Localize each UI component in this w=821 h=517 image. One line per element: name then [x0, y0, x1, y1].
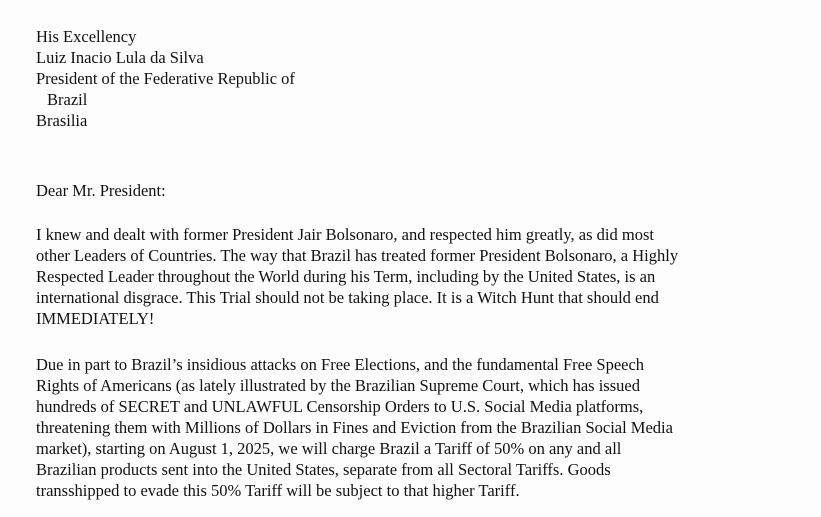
paragraph-line: other Leaders of Countries. The way that Brazil has treated former President Bolsonaro, a Highly [36, 246, 679, 265]
salutation: Dear Mr. President: [36, 181, 166, 200]
address-line-title: His Excellency [36, 27, 137, 46]
paragraph-line: international disgrace. This Trial should not be taking place. It is a Witch Hunt that should end [36, 288, 659, 307]
address-line-city: Brasilia [36, 111, 88, 130]
paragraph-line: hundreds of SECRET and UNLAWFUL Censorship Orders to U.S. Social Media platforms, [36, 397, 644, 416]
paragraph-2 [36, 354, 796, 501]
paragraph-line: IMMEDIATELY! [36, 309, 155, 328]
paragraph-line: I knew and dealt with former President Jair Bolsonaro, and respected him greatly, as did most [36, 225, 654, 244]
paragraph-line: market), starting on August 1, 2025, we will charge Brazil a Tariff of 50% on any and all [36, 439, 622, 458]
paragraph-line: Rights of Americans (as lately illustrated by the Brazilian Supreme Court, which has issued [36, 376, 640, 395]
paragraph-line: Brazilian products sent into the United States, separate from all Sectoral Tariffs. Goods [36, 460, 611, 479]
recipient-address [36, 26, 295, 131]
paragraph-1 [36, 224, 796, 329]
paragraph-line: transshipped to evade this 50% Tariff will be subject to that higher Tariff. [36, 481, 520, 500]
paragraph-line: Due in part to Brazil’s insidious attacks on Free Elections, and the fundamental Free Speech [36, 355, 645, 374]
paragraph-line: threatening them with Millions of Dollars in Fines and Eviction from the Brazilian Social Media [36, 418, 673, 437]
address-line-name: Luiz Inacio Lula da Silva [36, 48, 204, 67]
paragraph-line: Respected Leader throughout the World during his Term, including by the United States, is an [36, 267, 656, 286]
address-line-country: Brazil [47, 90, 88, 109]
address-line-position: President of the Federative Republic of [36, 69, 295, 88]
